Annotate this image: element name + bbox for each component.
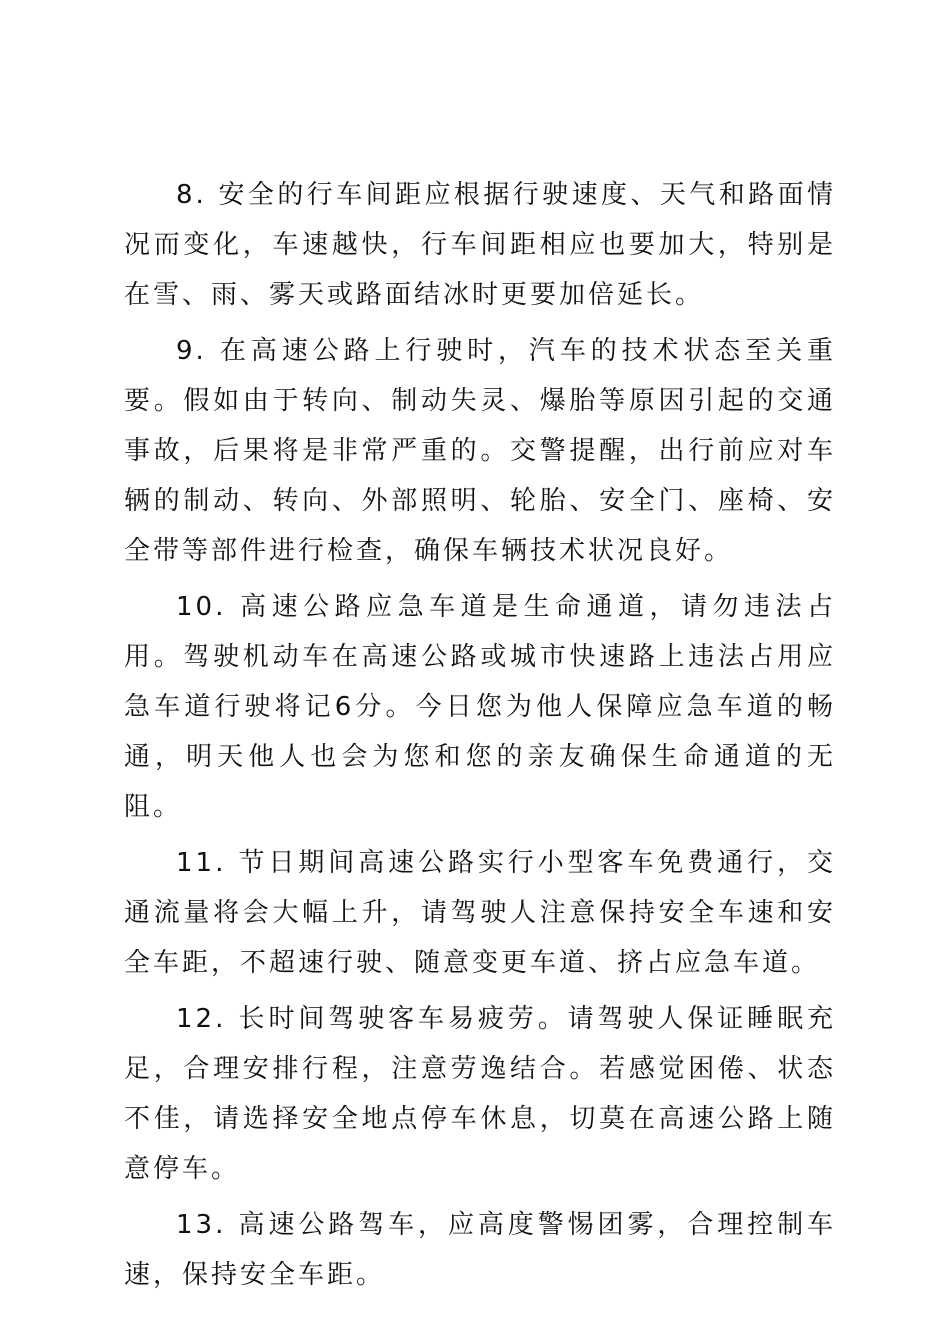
document-body xyxy=(124,170,836,1306)
paragraph-8: 8. 安全的行车间距应根据行驶速度、天气和路面情况而变化，车速越快，行车间距相应也要加大，特别是在雪、雨、雾天或路面结冰时更要加倍延长。 xyxy=(124,180,836,310)
paragraph-12: 12. 长时间驾驶客车易疲劳。请驾驶人保证睡眠充足，合理安排行程，注意劳逸结合。若感觉困倦、状态不佳，请选择安全地点停车休息，切莫在高速公路上随意停车。 xyxy=(124,1004,836,1184)
paragraph-9: 9. 在高速公路上行驶时，汽车的技术状态至关重要。假如由于转向、制动失灵、爆胎等原因引起的交通事故，后果将是非常严重的。交警提醒，出行前应对车辆的制动、转向、外部照明、轮胎、安全门、座椅、安全带等部件进行检查，确保车辆技术状况良好。 xyxy=(124,336,836,566)
paragraph-11: 11. 节日期间高速公路实行小型客车免费通行，交通流量将会大幅上升，请驾驶人注意保持安全车速和安全车距，不超速行驶、随意变更车道、挤占应急车道。 xyxy=(124,848,836,978)
paragraph-10: 10. 高速公路应急车道是生命通道，请勿违法占用。驾驶机动车在高速公路或城市快速路上违法占用应急车道行驶将记6分。今日您为他人保障应急车道的畅通，明天他人也会为您和您的亲友确保生命通道的无阻。 xyxy=(124,592,836,822)
paragraph-13: 13. 高速公路驾车，应高度警惕团雾，合理控制车速，保持安全车距。 xyxy=(124,1210,836,1290)
